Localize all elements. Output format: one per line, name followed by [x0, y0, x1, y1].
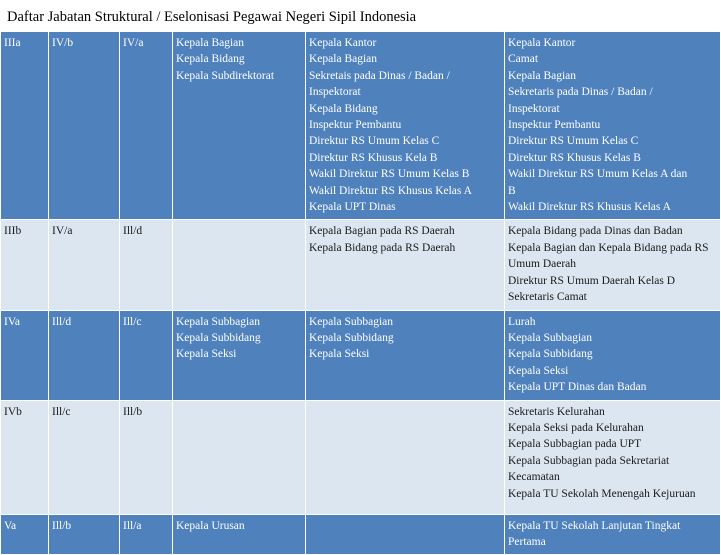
cell-line: Kepala Bagian [176, 37, 245, 49]
golongan-max-cell: Ill/a [120, 514, 173, 555]
cell-line: Umum Daerah [508, 258, 577, 271]
golongan-max-cell: Ill/d [120, 220, 173, 310]
cell-line: Inspektur Pembantu [309, 119, 402, 132]
eselon-table [0, 31, 721, 555]
cell-line: Kepala Urusan [176, 519, 245, 532]
golongan-min-cell: IV/b [49, 32, 120, 220]
cell-line: Kepala Subbagian [176, 315, 260, 328]
golongan-max-cell: Ill/b [120, 400, 173, 514]
cell-line: Kepala Bagian pada RS Daerah [309, 225, 455, 238]
cell-line: Direktur RS Umum Kelas C [508, 135, 639, 148]
cell-line: Kepala Subdirektorat [176, 69, 275, 82]
table-row [1, 32, 721, 220]
cell-line: Kepala Bidang [176, 53, 245, 66]
cell-line: Kepala Subbagian [309, 315, 393, 328]
eselon-cell: Va [1, 514, 49, 555]
jabatan-provinsi-cell [306, 514, 505, 555]
jabatan-kabupaten-cell [505, 310, 721, 400]
jabatan-provinsi-cell [306, 32, 505, 220]
cell-line: Direktur RS Umum Daerah Kelas D [508, 274, 676, 287]
table-row [1, 220, 721, 310]
cell-line: Kepala UPT Dinas [309, 201, 396, 214]
eselon-table-container [0, 31, 720, 548]
cell-line: Inspektur Pembantu [508, 119, 601, 132]
cell-line: Kepala Bidang pada Dinas dan Badan [508, 225, 683, 238]
golongan-max-cell: Ill/c [120, 310, 173, 400]
eselon-cell: IIIa [1, 32, 49, 220]
cell-line: Kepala Subbidang [176, 331, 261, 344]
cell-line: Kepala Subbidang [508, 348, 593, 361]
table-row [1, 310, 721, 400]
jabatan-kabupaten-cell [505, 32, 721, 220]
cell-line: B [508, 184, 516, 197]
table-row [1, 514, 721, 555]
golongan-max-cell: IV/a [120, 32, 173, 220]
golongan-min-cell: IV/a [49, 220, 120, 310]
jabatan-kabupaten-cell [505, 400, 721, 514]
jabatan-provinsi-cell [306, 310, 505, 400]
cell-line: Wakil Direktur RS Umum Kelas A dan [508, 168, 688, 181]
cell-line: Lurah [508, 315, 536, 328]
cell-line: Camat [508, 53, 539, 66]
cell-line: Kepala Subbagian pada UPT [508, 438, 642, 451]
jabatan-provinsi-cell [306, 220, 505, 310]
cell-line: Kepala TU Sekolah Menengah Kejuruan [508, 487, 696, 500]
jabatan-provinsi-cell [306, 400, 505, 514]
cell-line: Inspektorat [508, 102, 560, 115]
golongan-min-cell: Ill/c [49, 400, 120, 514]
cell-line: Wakil Direktur RS Khusus Kelas A [508, 201, 671, 214]
cell-line: Kepala Seksi [309, 348, 370, 361]
table-row [1, 400, 721, 514]
cell-line: Direktur RS Khusus Kelas B [508, 151, 641, 164]
golongan-min-cell: Ill/b [49, 514, 120, 555]
cell-line: Kepala Seksi [508, 364, 569, 377]
cell-line: Pertama [508, 535, 546, 548]
cell-line: Wakil Direktur RS Khusus Kelas A [309, 184, 472, 197]
jabatan-kabupaten-cell [505, 514, 721, 555]
cell-line: Kepala Bidang [309, 102, 378, 115]
cell-line: Kepala Subbidang [309, 331, 394, 344]
cell-line: Kepala Bagian [309, 53, 378, 66]
jabatan-pusat-cell [173, 32, 306, 220]
cell-line: Sekretaris pada Dinas / Badan / [508, 86, 653, 99]
cell-line: Kepala Bagian dan Kepala Bidang pada RS [508, 241, 709, 254]
cell-line: Kepala Subbagian [508, 331, 592, 344]
golongan-min-cell: Ill/d [49, 310, 120, 400]
jabatan-pusat-cell [173, 310, 306, 400]
cell-line: Kepala Kantor [309, 37, 377, 49]
jabatan-pusat-cell [173, 220, 306, 310]
cell-line: Kepala TU Sekolah Lanjutan Tingkat [508, 519, 681, 532]
cell-line: Kepala UPT Dinas dan Badan [508, 381, 647, 394]
jabatan-kabupaten-cell [505, 220, 721, 310]
eselon-cell: IVa [1, 310, 49, 400]
cell-line: Kepala Kantor [508, 37, 576, 49]
cell-line: Kepala Seksi pada Kelurahan [508, 421, 644, 434]
cell-line: Direktur RS Khusus Kela B [309, 151, 438, 164]
page-title: Daftar Jabatan Struktural / Eselonisasi Pegawai Negeri Sipil Indonesia [7, 9, 417, 25]
jabatan-pusat-cell [173, 514, 306, 555]
cell-line: Kepala Bagian [508, 69, 577, 82]
cell-line: Kepala Seksi [176, 348, 237, 361]
eselon-table-body [1, 32, 721, 555]
jabatan-pusat-cell [173, 400, 306, 514]
cell-line: Kepala Subbagian pada Sekretariat [508, 454, 670, 467]
cell-line: Sekretaris Kelurahan [508, 405, 605, 418]
cell-line: Inspektorat [309, 86, 361, 99]
cell-line: Kepala Bidang pada RS Daerah [309, 241, 456, 254]
cell-line: Wakil Direktur RS Umum Kelas B [309, 168, 470, 181]
cell-line: Sekretais pada Dinas / Badan / [309, 69, 450, 82]
cell-line: Sekretaris Camat [508, 291, 587, 304]
cell-line: Kecamatan [508, 471, 560, 484]
eselon-cell: IVb [1, 400, 49, 514]
eselon-cell: IIIb [1, 220, 49, 310]
cell-line: Direktur RS Umum Kelas C [309, 135, 440, 148]
